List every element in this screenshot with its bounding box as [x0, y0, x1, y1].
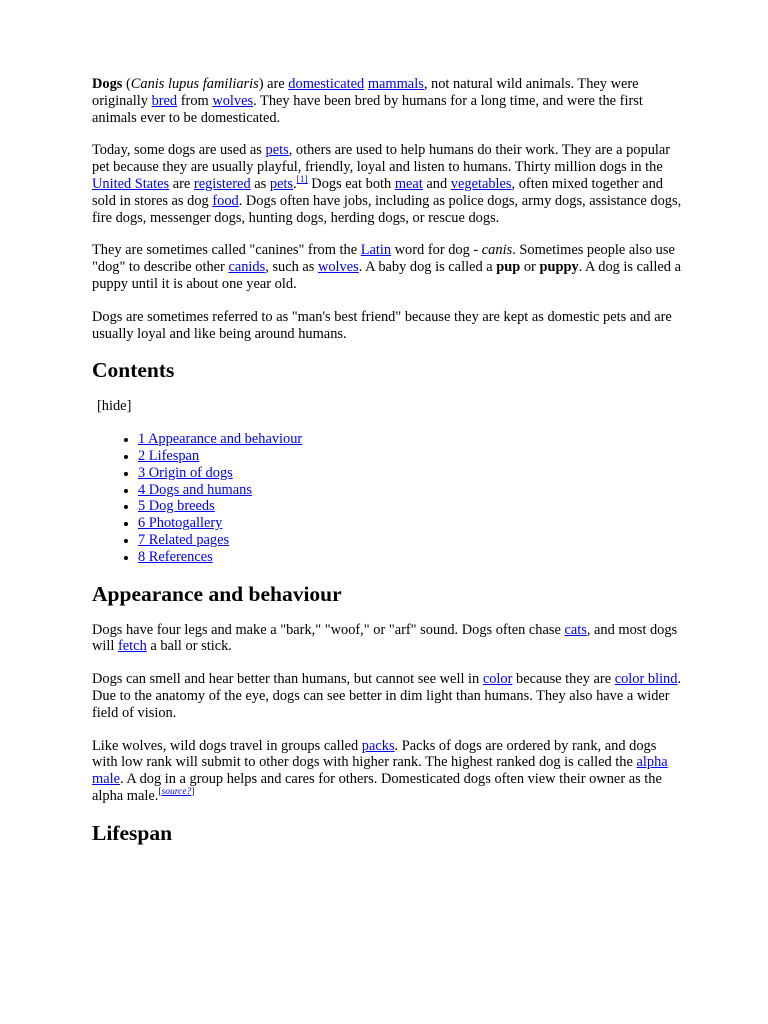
text: . Dogs often have jobs, including as police dogs, army dogs, assistance dogs, fire dogs, messenger dogs, hunting dogs, herding dogs, or rescue dogs. — [92, 192, 682, 226]
toc-link-dog-breeds[interactable]: 5 Dog breeds — [138, 498, 215, 515]
section-heading-appearance: Appearance and behaviour — [92, 581, 342, 606]
text: They are sometimes called "canines" from the — [92, 242, 361, 259]
latin-word: canis — [481, 242, 513, 259]
intro-paragraph-2 — [92, 142, 682, 226]
text: , others are used to help humans do their work. They are a popular pet because they are usually playful, friendly, loyal and listen to humans. Thirty million dogs in the — [92, 142, 671, 176]
text: ( — [122, 76, 131, 92]
text: word for dog - — [391, 242, 482, 259]
text: , such as — [265, 259, 318, 276]
toc-item — [138, 532, 682, 549]
link-latin[interactable]: Latin — [360, 242, 392, 259]
text: Today, some dogs are used as — [92, 142, 266, 159]
text: ) are — [258, 76, 289, 92]
toc-link-dogs-and-humans[interactable]: 4 Dogs and humans — [138, 481, 252, 498]
toc-link-origin-of-dogs[interactable]: 3 Origin of dogs — [138, 464, 233, 481]
link-packs[interactable]: packs — [361, 737, 395, 754]
link-wolves-2[interactable]: wolves — [317, 259, 359, 276]
term-pup: pup — [496, 259, 521, 276]
citation-needed — [158, 787, 194, 797]
toc-link-references[interactable]: 8 References — [138, 548, 213, 565]
link-food[interactable]: food — [212, 192, 239, 209]
link-canids[interactable]: canids — [228, 259, 266, 276]
intro-paragraph-4: Dogs are sometimes referred to as "man's best friend" because they are kept as domestic pets and are usually loyal and like being around humans. — [92, 308, 672, 342]
text: and — [422, 175, 451, 192]
link-pets[interactable]: pets — [265, 142, 289, 159]
text: Dogs eat both — [307, 175, 395, 192]
appearance-paragraph-3 — [92, 738, 682, 805]
text: . — [293, 175, 297, 192]
intro-paragraph-1 — [92, 76, 682, 126]
text: from — [177, 92, 213, 109]
text: , and most dogs will — [92, 621, 678, 655]
link-fetch[interactable]: fetch — [118, 638, 147, 655]
text: Dogs can smell and hear better than humans, but cannot see well in — [92, 671, 483, 688]
contents-hide-toggle[interactable]: [hide] — [97, 398, 132, 415]
link-alpha-male[interactable]: alpha male — [92, 754, 668, 788]
appearance-paragraph-2 — [92, 671, 682, 721]
link-bred[interactable]: bred — [151, 92, 178, 109]
text: . They have been bred by humans for a long time, and were the first animals ever to be domesticated. — [92, 92, 643, 126]
toc-item — [138, 482, 682, 499]
link-wolves[interactable]: wolves — [212, 92, 254, 109]
text: . Due to the anatomy of the eye, dogs can see better in dim light than humans. They also have a wider field of vision. — [92, 671, 682, 721]
text: . Sometimes people also use "dog" to describe other — [92, 242, 675, 276]
contents-heading: Contents — [92, 358, 175, 383]
link-domesticated[interactable]: domesticated — [288, 76, 365, 92]
toc-item — [138, 431, 682, 448]
toc-item — [138, 549, 682, 566]
toc-item — [138, 498, 682, 515]
toc-item — [138, 515, 682, 532]
reference-1-link[interactable]: [1] — [296, 175, 308, 186]
toc-link-photogallery[interactable]: 6 Photogallery — [138, 515, 223, 532]
toc-item — [138, 465, 682, 482]
text: ] — [191, 787, 195, 798]
toc-link-related-pages[interactable]: 7 Related pages — [138, 531, 230, 548]
text: or — [520, 259, 540, 276]
text: . A dog is called a puppy until it is about one year old. — [92, 259, 681, 292]
text: because they are — [512, 671, 615, 688]
link-color[interactable]: color — [482, 671, 513, 688]
link-vegetables[interactable]: vegetables — [450, 175, 512, 192]
text: . A baby dog is called a — [358, 259, 497, 276]
section-heading-lifespan: Lifespan — [92, 820, 173, 845]
link-mammals[interactable]: mammals — [367, 76, 424, 92]
link-registered[interactable]: registered — [193, 175, 251, 192]
text: , often mixed together and sold in stores as dog — [92, 175, 663, 209]
appearance-paragraph-1 — [92, 622, 682, 656]
link-cats[interactable]: cats — [564, 621, 587, 638]
text: , not natural wild animals. They were originally — [92, 76, 639, 109]
link-united-states[interactable]: United States — [92, 175, 170, 192]
scientific-name: Canis lupus familiaris — [130, 76, 259, 92]
text: a ball or stick. — [146, 638, 232, 655]
article — [92, 76, 682, 861]
toc-item — [138, 448, 682, 465]
link-pets-2[interactable]: pets — [269, 175, 294, 192]
text: as — [250, 175, 270, 192]
toc-link-appearance-and-behaviour[interactable]: 1 Appearance and behaviour — [138, 431, 303, 448]
text: . A dog in a group helps and cares for others. Domesticated dogs often view their owner as the alpha male. — [92, 771, 662, 804]
citation-needed-link[interactable]: source? — [161, 787, 192, 798]
link-color-blind[interactable]: color blind — [614, 671, 678, 688]
term-dogs: Dogs — [92, 76, 123, 92]
toc-link-lifespan[interactable]: 2 Lifespan — [138, 447, 200, 464]
term-puppy: puppy — [539, 259, 579, 276]
text: [ — [158, 787, 162, 798]
link-meat[interactable]: meat — [394, 175, 423, 192]
text: Dogs have four legs and make a "bark," "woof," or "arf" sound. Dogs often chase — [92, 621, 565, 638]
contents-list — [92, 431, 682, 565]
text: Like wolves, wild dogs travel in groups called — [92, 737, 362, 754]
text: . Packs of dogs are ordered by rank, and dogs with low rank will submit to other dogs with higher rank. The highest ranked dog is called the — [92, 737, 657, 771]
text: are — [169, 175, 194, 192]
intro-paragraph-3 — [92, 242, 682, 292]
